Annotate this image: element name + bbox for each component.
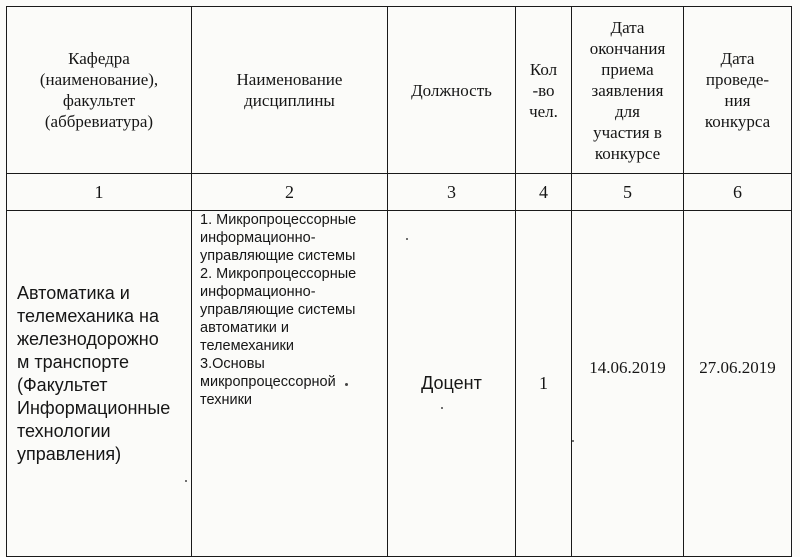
header-line: Должность xyxy=(411,80,492,100)
scan-speck xyxy=(572,440,574,442)
discipline-line: управляющие системы xyxy=(200,302,356,318)
discipline-line: автоматики и xyxy=(200,320,290,336)
department-line: (Факультет xyxy=(17,374,108,395)
discipline-line: 2. Микропроцессорные xyxy=(200,266,357,282)
discipline-line: управляющие системы xyxy=(200,248,356,264)
discipline-line: информационно- xyxy=(200,230,316,246)
header-discipline xyxy=(192,7,388,174)
header-contest-date xyxy=(684,7,792,174)
column-number: 2 xyxy=(192,174,388,211)
header-line: конкурсе xyxy=(594,143,661,163)
scan-speck xyxy=(185,480,187,482)
department-line: телемеханика на xyxy=(17,305,159,326)
discipline-line: 3.Основы xyxy=(200,356,265,372)
header-line: Наименование xyxy=(236,70,343,89)
header-line: участия в xyxy=(593,122,662,142)
department-line: технологии xyxy=(17,420,111,441)
disciplines-cell xyxy=(192,211,388,557)
header-line: заявления xyxy=(591,80,664,100)
column-number-row xyxy=(7,174,792,211)
header-line: для xyxy=(615,101,640,121)
header-line: конкурса xyxy=(704,112,771,131)
header-line: Дата xyxy=(610,17,645,37)
position-cell: Доцент xyxy=(388,211,516,557)
department-line: Автоматика и xyxy=(17,282,130,303)
header-line: факультет xyxy=(62,91,136,110)
department-line: железнодорожно xyxy=(17,328,159,349)
header-deadline xyxy=(572,7,684,174)
scan-speck xyxy=(406,238,408,240)
header-row xyxy=(7,7,792,174)
header-line: приема xyxy=(601,59,654,79)
department-line: м транспорте xyxy=(17,351,130,372)
header-position xyxy=(388,7,516,174)
column-number: 3 xyxy=(388,174,516,211)
header-department xyxy=(7,7,192,174)
scan-speck xyxy=(441,407,443,409)
discipline-line: 1. Микропроцессорные xyxy=(200,212,357,228)
header-line: проведе- xyxy=(705,70,770,89)
discipline-line: микропроцессорной xyxy=(200,374,336,390)
discipline-line: телемеханики xyxy=(200,338,295,354)
header-line: чел. xyxy=(529,101,558,121)
vacancy-table xyxy=(6,6,792,557)
header-count xyxy=(516,7,572,174)
column-number: 6 xyxy=(684,174,792,211)
contest-date-cell: 27.06.2019 xyxy=(684,211,792,557)
header-line: дисциплины xyxy=(244,91,335,110)
department-line: управления) xyxy=(17,443,122,464)
header-line: (аббревиатура) xyxy=(44,112,154,131)
scan-speck xyxy=(345,383,348,386)
count-cell: 1 xyxy=(516,211,572,557)
discipline-line: информационно- xyxy=(200,284,316,300)
column-number: 5 xyxy=(572,174,684,211)
vacancy-row xyxy=(7,211,792,557)
header-line: Дата xyxy=(720,49,755,68)
header-line: Кол xyxy=(529,59,558,79)
department-cell xyxy=(7,211,192,557)
deadline-cell: 14.06.2019 xyxy=(572,211,684,557)
column-number: 1 xyxy=(7,174,192,211)
header-line: (наименование), xyxy=(39,70,159,89)
column-number: 4 xyxy=(516,174,572,211)
vacancy-table-container xyxy=(6,6,792,557)
department-line: Информационные xyxy=(17,397,171,418)
header-line: Кафедра xyxy=(68,49,130,68)
header-line: ния xyxy=(724,91,751,110)
header-line: -во xyxy=(532,80,555,100)
header-line: окончания xyxy=(589,38,666,58)
discipline-line: техники xyxy=(200,392,253,408)
